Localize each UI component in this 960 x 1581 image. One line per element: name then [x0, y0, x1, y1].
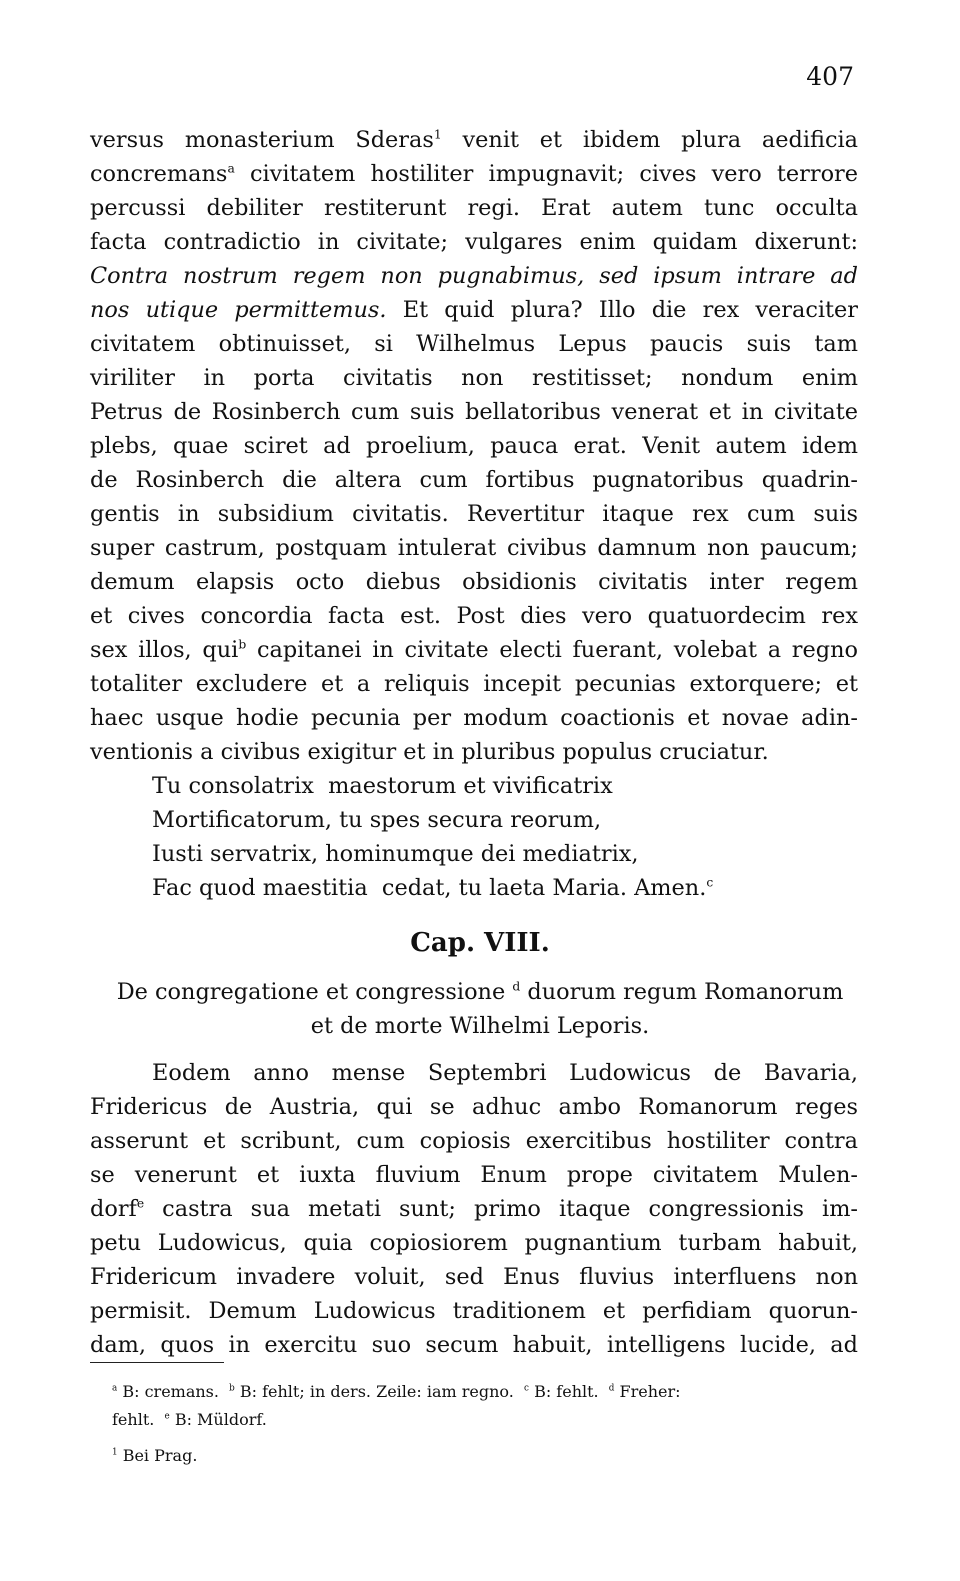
body-line: Eodem anno mense Septembri Ludowicus de Bavaria,	[152, 1060, 858, 1086]
chapter-heading: De congregatione et congressione $^d$ duorum regum Romanorum	[116, 979, 844, 1005]
body-line: dorf$^e$ castra sua metati sunt; primo itaque congressionis im-	[90, 1196, 858, 1222]
body-line: viriliter in porta civitatis non restitisset; nondum enim	[90, 365, 858, 391]
body-line: civitatem obtinuisset, si Wilhelmus Lepus paucis suis tam	[90, 331, 858, 357]
body-line: haec usque hodie pecunia per modum coactionis et novae adin-	[90, 705, 858, 731]
chapter-title: Cap. VIII.	[410, 928, 550, 958]
body-line: percussi debiliter restiterunt regi. Erat autem tunc occulta	[90, 195, 858, 221]
body-line: Fridericum invadere voluit, sed Enus fluvius interfluens non	[90, 1264, 858, 1290]
body-line: concremans$^a$ civitatem hostiliter impugnavit; cives vero terrore	[90, 161, 858, 187]
body-line: nos utique permittemus. Et quid plura? Illo die rex veraciter	[90, 297, 858, 323]
footnote-ref: d	[512, 979, 521, 994]
body-line: permisit. Demum Ludowicus traditionem et perfidiam quorun-	[90, 1298, 858, 1324]
body-line: asserunt et scribunt, cum copiosis exercitibus hostiliter contra	[90, 1128, 858, 1154]
body-line: facta contradictio in civitate; vulgares enim quidam dixerunt:	[90, 229, 858, 255]
body-line: plebs, quae sciret ad proelium, pauca erat. Venit autem idem	[90, 433, 858, 459]
body-line: Contra nostrum regem non pugnabimus, sed ipsum intrare ad	[90, 263, 858, 289]
footnote-ref: e	[136, 1196, 145, 1211]
body-line: petu Ludowicus, quia copiosiorem pugnantium turbam habuit,	[90, 1230, 858, 1256]
body-line: ventionis a civibus exigitur et in pluribus populus cruciatur.	[90, 739, 769, 765]
footnote-line: $^1$ Bei Prag.	[112, 1446, 198, 1465]
body-line: demum elapsis octo diebus obsidionis civitatis inter regem	[90, 569, 858, 595]
body-line: sex illos, qui$^b$ capitanei in civitate electi fuerant, volebat a regno	[90, 637, 859, 663]
footnote-ref: a	[227, 161, 235, 176]
verse-line: Iusti servatrix, hominumque dei mediatrix,	[152, 841, 639, 867]
body-line: de Rosinberch die altera cum fortibus pugnatoribus quadrin-	[90, 467, 858, 493]
body-line: totaliter excludere et a reliquis incepit pecunias extorquere; et	[90, 671, 858, 697]
body-line: Petrus de Rosinberch cum suis bellatoribus venerat et in civitate	[90, 399, 858, 425]
body-line: super castrum, postquam intulerat civibus damnum non paucum;	[90, 535, 858, 561]
body-line: gentis in subsidium civitatis. Revertitur itaque rex cum suis	[90, 501, 858, 527]
body-line: dam, quos in exercitu suo secum habuit, intelligens lucide, ad	[90, 1332, 858, 1358]
body-line: Fridericus de Austria, qui se adhuc ambo Romanorum reges	[90, 1094, 858, 1120]
body-line: et cives concordia facta est. Post dies vero quatuordecim rex	[90, 603, 858, 629]
footnote-ref: b	[238, 637, 247, 652]
footnote-ref: 1	[433, 127, 442, 142]
verse-line: Fac quod maestitia cedat, tu laeta Maria. Amen.$^c$	[152, 875, 714, 901]
body-line: se venerunt et iuxta fluvium Enum prope civitatem Mulen-	[90, 1162, 858, 1188]
page-number: 407	[806, 62, 854, 91]
verse-line: Tu consolatrix maestorum et vivificatrix	[152, 773, 613, 799]
body-line: versus monasterium Sderas$^1$ venit et ibidem plura aedificia	[90, 127, 858, 153]
footnote-ref: c	[706, 875, 714, 890]
footnote-line: $^a$ B: cremans. $^b$ B: fehlt; in ders. Zeile: iam regno. $^c$ B: fehlt. $^d$ Freher:	[112, 1382, 681, 1401]
footnote-line: fehlt. $^e$ B: Müldorf.	[112, 1410, 267, 1429]
chapter-heading: et de morte Wilhelmi Leporis.	[310, 1013, 650, 1039]
footnote-rule	[90, 1362, 224, 1363]
verse-line: Mortificatorum, tu spes secura reorum,	[152, 807, 602, 833]
